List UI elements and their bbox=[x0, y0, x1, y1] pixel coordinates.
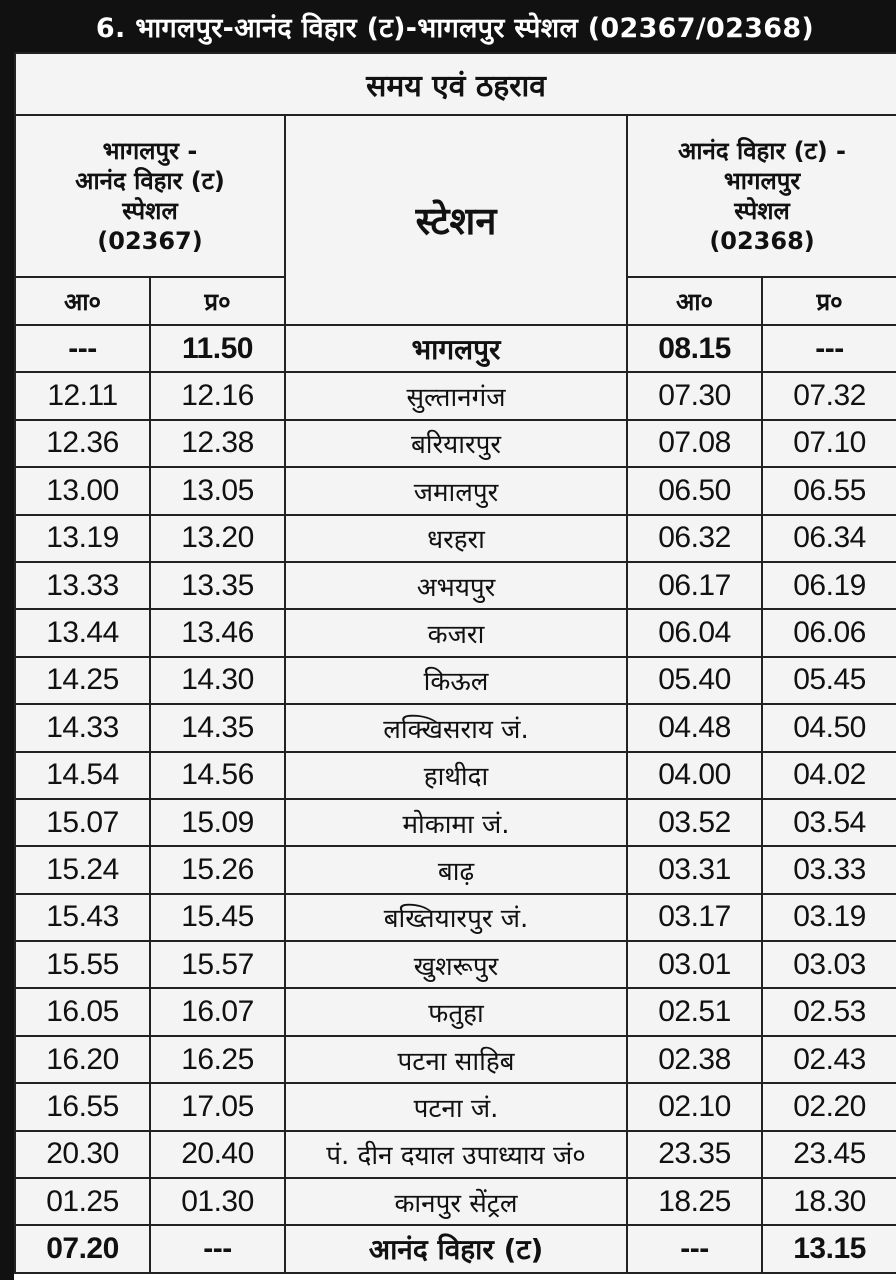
right-arrival-cell: --- bbox=[627, 1225, 762, 1272]
right-arrival-cell: 06.17 bbox=[627, 562, 762, 609]
left-arrival-cell: 14.54 bbox=[15, 752, 150, 799]
right-departure-cell: 06.19 bbox=[762, 562, 896, 609]
right-arrival-cell: 02.38 bbox=[627, 1036, 762, 1083]
timetable bbox=[14, 52, 896, 1274]
table-row bbox=[15, 657, 896, 704]
right-arrival-cell: 02.10 bbox=[627, 1083, 762, 1130]
left-arrival-cell: 01.25 bbox=[15, 1178, 150, 1225]
left-departure-cell: 13.35 bbox=[150, 562, 285, 609]
left-departure-cell: 15.26 bbox=[150, 846, 285, 893]
table-row bbox=[15, 515, 896, 562]
station-name-cell: बख्तियारपुर जं. bbox=[285, 894, 627, 941]
right-arrival-cell: 06.04 bbox=[627, 609, 762, 656]
right-departure-header: प्र० bbox=[762, 277, 896, 325]
table-row bbox=[15, 1131, 896, 1178]
left-arrival-cell: 13.19 bbox=[15, 515, 150, 562]
left-arrival-cell: 20.30 bbox=[15, 1131, 150, 1178]
station-name-cell: भागलपुर bbox=[285, 325, 627, 372]
station-name-cell: कानपुर सेंट्रल bbox=[285, 1178, 627, 1225]
right-arrival-cell: 04.48 bbox=[627, 704, 762, 751]
station-name-cell: किऊल bbox=[285, 657, 627, 704]
right-arrival-cell: 06.32 bbox=[627, 515, 762, 562]
left-departure-cell: 13.20 bbox=[150, 515, 285, 562]
table-row bbox=[15, 752, 896, 799]
left-arrival-cell: 15.07 bbox=[15, 799, 150, 846]
left-departure-cell: 15.57 bbox=[150, 941, 285, 988]
right-departure-cell: 04.50 bbox=[762, 704, 896, 751]
right-arrival-cell: 06.50 bbox=[627, 467, 762, 514]
right-departure-cell: 07.10 bbox=[762, 420, 896, 467]
station-name-cell: जमालपुर bbox=[285, 467, 627, 514]
left-departure-cell: 20.40 bbox=[150, 1131, 285, 1178]
left-departure-cell: 14.56 bbox=[150, 752, 285, 799]
left-arrival-header: आ० bbox=[15, 277, 150, 325]
left-arrival-cell: 12.11 bbox=[15, 372, 150, 419]
right-arrival-cell: 07.30 bbox=[627, 372, 762, 419]
right-departure-cell: 07.32 bbox=[762, 372, 896, 419]
right-departure-cell: 13.15 bbox=[762, 1225, 896, 1272]
station-name-cell: खुशरूपुर bbox=[285, 941, 627, 988]
left-departure-header: प्र० bbox=[150, 277, 285, 325]
station-name-cell: लक्खिसराय जं. bbox=[285, 704, 627, 751]
station-name-cell: बरियारपुर bbox=[285, 420, 627, 467]
right-departure-cell: 04.02 bbox=[762, 752, 896, 799]
left-departure-cell: 14.30 bbox=[150, 657, 285, 704]
table-row bbox=[15, 1225, 896, 1272]
table-row bbox=[15, 562, 896, 609]
left-arrival-cell: 16.55 bbox=[15, 1083, 150, 1130]
left-departure-cell: 12.16 bbox=[150, 372, 285, 419]
station-name-cell: सुल्तानगंज bbox=[285, 372, 627, 419]
left-departure-cell: 17.05 bbox=[150, 1083, 285, 1130]
station-name-cell: धरहरा bbox=[285, 515, 627, 562]
table-row bbox=[15, 799, 896, 846]
right-departure-cell: 06.55 bbox=[762, 467, 896, 514]
table-row bbox=[15, 372, 896, 419]
station-name-cell: पटना साहिब bbox=[285, 1036, 627, 1083]
left-departure-cell: 15.09 bbox=[150, 799, 285, 846]
right-departure-cell: 03.54 bbox=[762, 799, 896, 846]
right-arrival-cell: 23.35 bbox=[627, 1131, 762, 1178]
right-arrival-cell: 08.15 bbox=[627, 325, 762, 372]
left-arrival-cell: 14.33 bbox=[15, 704, 150, 751]
left-arrival-cell: 16.20 bbox=[15, 1036, 150, 1083]
table-row bbox=[15, 988, 896, 1035]
right-train-header: आनंद विहार (ट) - भागलपुर स्पेशल (02368) bbox=[627, 115, 896, 277]
left-arrival-cell: 15.43 bbox=[15, 894, 150, 941]
right-arrival-header: आ० bbox=[627, 277, 762, 325]
right-departure-cell: 02.20 bbox=[762, 1083, 896, 1130]
left-departure-cell: 14.35 bbox=[150, 704, 285, 751]
left-departure-cell: 16.25 bbox=[150, 1036, 285, 1083]
right-arrival-cell: 07.08 bbox=[627, 420, 762, 467]
left-arrival-cell: 13.44 bbox=[15, 609, 150, 656]
left-arrival-cell: 15.55 bbox=[15, 941, 150, 988]
page-title: 6. भागलपुर-आनंद विहार (ट)-भागलपुर स्पेशल (02367/02368) bbox=[14, 0, 896, 52]
left-arrival-cell: 14.25 bbox=[15, 657, 150, 704]
station-name-cell: अभयपुर bbox=[285, 562, 627, 609]
right-departure-cell: 06.06 bbox=[762, 609, 896, 656]
right-arrival-cell: 02.51 bbox=[627, 988, 762, 1035]
right-departure-cell: 18.30 bbox=[762, 1178, 896, 1225]
table-row bbox=[15, 704, 896, 751]
left-departure-cell: 16.07 bbox=[150, 988, 285, 1035]
right-arrival-cell: 03.01 bbox=[627, 941, 762, 988]
right-departure-cell: 02.53 bbox=[762, 988, 896, 1035]
left-departure-cell: 15.45 bbox=[150, 894, 285, 941]
left-arrival-cell: 15.24 bbox=[15, 846, 150, 893]
table-row bbox=[15, 325, 896, 372]
right-departure-cell: --- bbox=[762, 325, 896, 372]
left-departure-cell: 11.50 bbox=[150, 325, 285, 372]
right-departure-cell: 03.19 bbox=[762, 894, 896, 941]
right-departure-cell: 06.34 bbox=[762, 515, 896, 562]
table-row bbox=[15, 420, 896, 467]
right-arrival-cell: 03.52 bbox=[627, 799, 762, 846]
section-heading: समय एवं ठहराव bbox=[15, 53, 896, 115]
table-row bbox=[15, 1178, 896, 1225]
table-row bbox=[15, 1083, 896, 1130]
left-departure-cell: 01.30 bbox=[150, 1178, 285, 1225]
station-name-cell: पं. दीन दयाल उपाध्याय जं० bbox=[285, 1131, 627, 1178]
right-departure-cell: 03.33 bbox=[762, 846, 896, 893]
right-departure-cell: 05.45 bbox=[762, 657, 896, 704]
table-row bbox=[15, 467, 896, 514]
left-departure-cell: 13.05 bbox=[150, 467, 285, 514]
left-departure-cell: 12.38 bbox=[150, 420, 285, 467]
right-departure-cell: 02.43 bbox=[762, 1036, 896, 1083]
table-row bbox=[15, 609, 896, 656]
station-name-cell: हाथीदा bbox=[285, 752, 627, 799]
left-train-header: भागलपुर - आनंद विहार (ट) स्पेशल (02367) bbox=[15, 115, 285, 277]
left-arrival-cell: 13.33 bbox=[15, 562, 150, 609]
right-arrival-cell: 03.17 bbox=[627, 894, 762, 941]
right-arrival-cell: 18.25 bbox=[627, 1178, 762, 1225]
right-arrival-cell: 04.00 bbox=[627, 752, 762, 799]
left-arrival-cell: 07.20 bbox=[15, 1225, 150, 1272]
right-departure-cell: 03.03 bbox=[762, 941, 896, 988]
station-column-header: स्टेशन bbox=[285, 115, 627, 325]
station-name-cell: बाढ़ bbox=[285, 846, 627, 893]
right-arrival-cell: 05.40 bbox=[627, 657, 762, 704]
table-row bbox=[15, 894, 896, 941]
station-name-cell: कजरा bbox=[285, 609, 627, 656]
station-name-cell: मोकामा जं. bbox=[285, 799, 627, 846]
left-arrival-cell: --- bbox=[15, 325, 150, 372]
table-row bbox=[15, 1036, 896, 1083]
table-row bbox=[15, 846, 896, 893]
left-arrival-cell: 16.05 bbox=[15, 988, 150, 1035]
left-departure-cell: 13.46 bbox=[150, 609, 285, 656]
left-departure-cell: --- bbox=[150, 1225, 285, 1272]
left-arrival-cell: 13.00 bbox=[15, 467, 150, 514]
right-arrival-cell: 03.31 bbox=[627, 846, 762, 893]
right-departure-cell: 23.45 bbox=[762, 1131, 896, 1178]
station-name-cell: आनंद विहार (ट) bbox=[285, 1225, 627, 1272]
left-arrival-cell: 12.36 bbox=[15, 420, 150, 467]
table-row bbox=[15, 941, 896, 988]
station-name-cell: फतुहा bbox=[285, 988, 627, 1035]
station-name-cell: पटना जं. bbox=[285, 1083, 627, 1130]
